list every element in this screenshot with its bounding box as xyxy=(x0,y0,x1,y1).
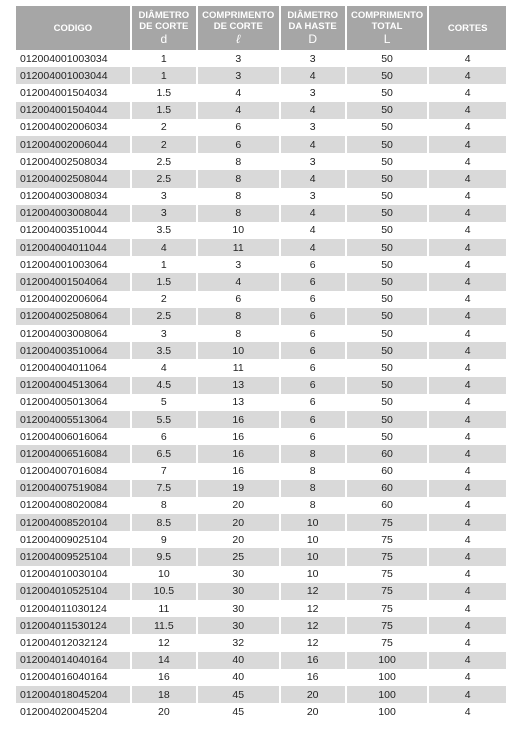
comprimento-total-cell: 100 xyxy=(347,686,428,703)
comprimento-total-cell: 75 xyxy=(381,533,393,546)
table-row xyxy=(16,84,506,101)
diametro-corte-cell: 5.5 xyxy=(132,411,196,428)
comprimento-total-cell: 50 xyxy=(347,273,428,290)
diametro-corte-cell: 5 xyxy=(160,396,167,409)
comprimento-corte-cell: 13 xyxy=(198,377,279,394)
cortes-cell: 4 xyxy=(464,465,471,478)
diametro-haste-cell: 6 xyxy=(309,361,316,374)
comprimento-total-cell: 50 xyxy=(347,308,428,325)
header-row xyxy=(16,6,506,50)
cortes-cell: 4 xyxy=(429,239,506,256)
table-row xyxy=(16,342,506,359)
codigo-cell: 012004010525104 xyxy=(16,583,130,600)
cortes-cell: 4 xyxy=(429,411,506,428)
diametro-corte-cell: 14 xyxy=(132,652,196,669)
cortes-cell: 4 xyxy=(429,308,506,325)
table-row xyxy=(16,686,506,703)
diametro-corte-cell: 1 xyxy=(160,52,167,65)
diametro-corte-cell: 11 xyxy=(158,602,170,615)
diametro-corte-cell: 2.5 xyxy=(132,170,196,187)
comprimento-corte-cell: 6 xyxy=(235,121,242,134)
diametro-haste-cell: 6 xyxy=(309,327,316,340)
table-row xyxy=(16,428,506,445)
cortes-cell: 4 xyxy=(464,327,471,340)
cortes-cell: 4 xyxy=(464,224,471,237)
codigo-cell: 012004006016064 xyxy=(20,430,108,443)
comprimento-total-cell: 50 xyxy=(347,102,428,119)
comprimento-total-cell: 60 xyxy=(347,480,428,497)
table-row xyxy=(16,170,506,187)
codigo-cell: 012004009025104 xyxy=(20,533,108,546)
codigo-cell: 012004002508034 xyxy=(20,155,108,168)
header-comprimento-total xyxy=(347,6,428,50)
diametro-haste-cell: 10 xyxy=(281,548,345,565)
cortes-cell: 4 xyxy=(464,602,471,615)
diametro-corte-cell: 1 xyxy=(132,67,196,84)
table-row xyxy=(16,222,506,239)
codigo-cell: 012004008020084 xyxy=(20,499,108,512)
diametro-corte-cell: 4.5 xyxy=(132,377,196,394)
cortes-cell: 4 xyxy=(464,705,471,718)
diametro-corte-cell: 3 xyxy=(132,205,196,222)
comprimento-corte-cell: 8 xyxy=(235,327,242,340)
cortes-cell: 4 xyxy=(464,533,471,546)
header-label: COMPRIMENTO TOTAL xyxy=(350,10,424,32)
comprimento-total-cell: 75 xyxy=(381,636,393,649)
table-row xyxy=(16,273,506,290)
comprimento-corte-cell: 3 xyxy=(235,258,242,271)
cortes-cell: 4 xyxy=(464,52,471,65)
diametro-haste-cell: 6 xyxy=(309,430,316,443)
codigo-cell: 012004002006034 xyxy=(20,121,108,134)
table-row xyxy=(16,136,506,153)
table-row xyxy=(16,463,506,480)
table-row xyxy=(16,102,506,119)
diametro-haste-cell: 10 xyxy=(281,514,345,531)
cortes-cell: 4 xyxy=(429,377,506,394)
diametro-haste-cell: 16 xyxy=(306,671,319,684)
codigo-cell: 012004007519084 xyxy=(16,480,130,497)
comprimento-corte-cell: 11 xyxy=(232,361,244,374)
comprimento-corte-cell: 30 xyxy=(232,568,245,581)
cortes-cell: 4 xyxy=(464,190,471,203)
comprimento-corte-cell: 40 xyxy=(232,671,245,684)
comprimento-corte-cell: 13 xyxy=(232,396,245,409)
diametro-haste-cell: 4 xyxy=(281,102,345,119)
codigo-cell: 012004001003064 xyxy=(20,258,108,271)
diametro-haste-cell: 20 xyxy=(281,686,345,703)
comprimento-corte-cell: 19 xyxy=(198,480,279,497)
diametro-corte-cell: 2 xyxy=(160,121,167,134)
cortes-cell: 4 xyxy=(429,445,506,462)
comprimento-total-cell: 100 xyxy=(378,671,396,684)
cortes-cell: 4 xyxy=(429,273,506,290)
cortes-cell: 4 xyxy=(429,342,506,359)
comprimento-total-cell: 50 xyxy=(347,342,428,359)
diametro-corte-cell: 18 xyxy=(132,686,196,703)
comprimento-corte-cell: 25 xyxy=(198,548,279,565)
diametro-haste-cell: 12 xyxy=(306,602,319,615)
header-comprimento-corte xyxy=(198,6,279,50)
diametro-haste-cell: 6 xyxy=(309,258,316,271)
table-row xyxy=(16,548,506,565)
diametro-corte-cell: 10 xyxy=(158,568,170,581)
cortes-cell: 4 xyxy=(429,548,506,565)
comprimento-total-cell: 50 xyxy=(381,190,393,203)
diametro-haste-cell: 12 xyxy=(306,636,319,649)
diametro-corte-cell: 9 xyxy=(160,533,167,546)
table-row xyxy=(16,617,506,634)
comprimento-total-cell: 50 xyxy=(381,293,393,306)
codigo-cell: 012004001504064 xyxy=(16,273,130,290)
diametro-haste-cell: 4 xyxy=(281,239,345,256)
cortes-cell: 4 xyxy=(464,430,471,443)
codigo-cell: 012004016040164 xyxy=(20,671,108,684)
comprimento-corte-cell: 20 xyxy=(232,499,245,512)
comprimento-corte-cell: 10 xyxy=(198,342,279,359)
header-label: CORTES xyxy=(447,22,488,34)
diametro-corte-cell: 7.5 xyxy=(132,480,196,497)
cortes-cell: 4 xyxy=(429,205,506,222)
comprimento-corte-cell: 6 xyxy=(198,136,279,153)
table-row xyxy=(16,583,506,600)
diametro-corte-cell: 1.5 xyxy=(132,273,196,290)
comprimento-total-cell: 50 xyxy=(381,155,393,168)
codigo-cell: 012004001003044 xyxy=(16,67,130,84)
header-codigo xyxy=(16,6,130,50)
diametro-haste-cell: 20 xyxy=(306,705,319,718)
comprimento-corte-cell: 32 xyxy=(232,636,245,649)
diametro-corte-cell: 8.5 xyxy=(132,514,196,531)
diametro-haste-cell: 3 xyxy=(309,190,316,203)
comprimento-total-cell: 75 xyxy=(381,602,393,615)
header-symbol: d xyxy=(160,32,168,46)
table-row xyxy=(16,188,506,205)
table-row xyxy=(16,50,506,67)
codigo-cell: 012004014040164 xyxy=(16,652,130,669)
table-row xyxy=(16,308,506,325)
comprimento-corte-cell: 8 xyxy=(198,308,279,325)
cortes-cell: 4 xyxy=(429,617,506,634)
comprimento-total-cell: 75 xyxy=(347,548,428,565)
table-row xyxy=(16,497,506,514)
header-cortes xyxy=(429,6,506,50)
product-table xyxy=(14,6,508,720)
codigo-cell: 012004003510064 xyxy=(16,342,130,359)
codigo-cell: 012004008520104 xyxy=(16,514,130,531)
comprimento-corte-cell: 3 xyxy=(235,52,242,65)
diametro-haste-cell: 10 xyxy=(306,568,319,581)
table-row xyxy=(16,411,506,428)
diametro-haste-cell: 6 xyxy=(309,396,316,409)
table-row xyxy=(16,703,506,720)
comprimento-corte-cell: 45 xyxy=(198,686,279,703)
diametro-haste-cell: 4 xyxy=(281,67,345,84)
table-row xyxy=(16,652,506,669)
comprimento-total-cell: 50 xyxy=(381,258,393,271)
cortes-cell: 4 xyxy=(429,583,506,600)
cortes-cell: 4 xyxy=(429,170,506,187)
codigo-cell: 012004005513064 xyxy=(16,411,130,428)
table-body xyxy=(16,50,506,720)
diametro-corte-cell: 4 xyxy=(160,361,167,374)
codigo-cell: 012004005013064 xyxy=(20,396,108,409)
table-row xyxy=(16,325,506,342)
diametro-corte-cell: 9.5 xyxy=(132,548,196,565)
diametro-corte-cell: 4 xyxy=(132,239,196,256)
comprimento-total-cell: 100 xyxy=(347,652,428,669)
comprimento-total-cell: 75 xyxy=(347,617,428,634)
comprimento-corte-cell: 4 xyxy=(198,102,279,119)
diametro-haste-cell: 3 xyxy=(309,52,316,65)
diametro-corte-cell: 3.5 xyxy=(132,342,196,359)
diametro-corte-cell: 16 xyxy=(158,671,170,684)
diametro-haste-cell: 8 xyxy=(281,445,345,462)
table-row xyxy=(16,359,506,376)
diametro-corte-cell: 6 xyxy=(160,430,167,443)
table-row xyxy=(16,480,506,497)
comprimento-corte-cell: 8 xyxy=(235,190,242,203)
comprimento-corte-cell: 16 xyxy=(198,445,279,462)
diametro-haste-cell: 6 xyxy=(309,293,316,306)
comprimento-total-cell: 50 xyxy=(347,239,428,256)
comprimento-corte-cell: 30 xyxy=(232,602,245,615)
codigo-cell: 012004003008044 xyxy=(16,205,130,222)
comprimento-total-cell: 50 xyxy=(381,86,393,99)
diametro-corte-cell: 11.5 xyxy=(132,617,196,634)
diametro-corte-cell: 2.5 xyxy=(156,155,172,168)
diametro-haste-cell: 10 xyxy=(306,533,319,546)
comprimento-total-cell: 50 xyxy=(347,67,428,84)
comprimento-corte-cell: 8 xyxy=(198,170,279,187)
comprimento-corte-cell: 4 xyxy=(235,86,242,99)
diametro-corte-cell: 6.5 xyxy=(132,445,196,462)
diametro-corte-cell: 3 xyxy=(160,190,167,203)
comprimento-total-cell: 60 xyxy=(381,465,393,478)
codigo-cell: 012004009525104 xyxy=(16,548,130,565)
comprimento-total-cell: 50 xyxy=(347,170,428,187)
comprimento-total-cell: 50 xyxy=(347,411,428,428)
header-label: CODIGO xyxy=(53,22,93,34)
diametro-corte-cell: 1 xyxy=(160,258,167,271)
product-table-container xyxy=(14,6,508,720)
cortes-cell: 4 xyxy=(464,671,471,684)
diametro-corte-cell: 1.5 xyxy=(156,86,172,99)
codigo-cell: 012004004513064 xyxy=(16,377,130,394)
table-row xyxy=(16,291,506,308)
comprimento-total-cell: 60 xyxy=(347,445,428,462)
diametro-haste-cell: 3 xyxy=(309,121,316,134)
codigo-cell: 012004018045204 xyxy=(16,686,130,703)
comprimento-corte-cell: 20 xyxy=(198,514,279,531)
diametro-haste-cell: 6 xyxy=(281,308,345,325)
header-diametro-corte xyxy=(132,6,196,50)
codigo-cell: 012004011530124 xyxy=(16,617,130,634)
codigo-cell: 012004001504034 xyxy=(20,86,108,99)
table-row xyxy=(16,256,506,273)
codigo-cell: 012004006516084 xyxy=(16,445,130,462)
diametro-haste-cell: 12 xyxy=(281,617,345,634)
diametro-corte-cell: 1.5 xyxy=(132,102,196,119)
codigo-cell: 012004011030124 xyxy=(20,602,107,615)
header-diametro-haste xyxy=(281,6,345,50)
codigo-cell: 012004004011064 xyxy=(20,361,107,374)
diametro-haste-cell: 6 xyxy=(281,377,345,394)
table-row xyxy=(16,119,506,136)
diametro-haste-cell: 3 xyxy=(309,86,316,99)
table-row xyxy=(16,566,506,583)
comprimento-corte-cell: 6 xyxy=(235,293,242,306)
codigo-cell: 012004007016084 xyxy=(20,465,108,478)
cortes-cell: 4 xyxy=(464,258,471,271)
table-row xyxy=(16,67,506,84)
diametro-haste-cell: 12 xyxy=(281,583,345,600)
codigo-cell: 012004002006064 xyxy=(20,293,108,306)
codigo-cell: 012004001504044 xyxy=(16,102,130,119)
cortes-cell: 4 xyxy=(464,293,471,306)
comprimento-corte-cell: 3 xyxy=(198,67,279,84)
comprimento-corte-cell: 11 xyxy=(198,239,279,256)
cortes-cell: 4 xyxy=(429,652,506,669)
comprimento-total-cell: 75 xyxy=(347,514,428,531)
comprimento-total-cell: 75 xyxy=(381,568,393,581)
header-label: DIÂMETRO DA HASTE xyxy=(287,10,338,32)
comprimento-corte-cell: 16 xyxy=(198,411,279,428)
codigo-cell: 012004002508064 xyxy=(16,308,130,325)
table-row xyxy=(16,445,506,462)
codigo-cell: 012004020045204 xyxy=(20,705,108,718)
diametro-haste-cell: 16 xyxy=(281,652,345,669)
cortes-cell: 4 xyxy=(429,102,506,119)
diametro-corte-cell: 10.5 xyxy=(132,583,196,600)
diametro-haste-cell: 4 xyxy=(281,170,345,187)
table-row xyxy=(16,531,506,548)
comprimento-total-cell: 50 xyxy=(381,396,393,409)
comprimento-corte-cell: 30 xyxy=(198,583,279,600)
cortes-cell: 4 xyxy=(429,136,506,153)
diametro-haste-cell: 3 xyxy=(309,155,316,168)
comprimento-corte-cell: 16 xyxy=(232,465,245,478)
diametro-corte-cell: 2.5 xyxy=(132,308,196,325)
table-row xyxy=(16,394,506,411)
diametro-corte-cell: 3.5 xyxy=(156,224,172,237)
diametro-haste-cell: 4 xyxy=(281,136,345,153)
header-label: DIÂMETRO DE CORTE xyxy=(138,10,190,32)
comprimento-total-cell: 50 xyxy=(381,52,393,65)
comprimento-corte-cell: 8 xyxy=(235,155,242,168)
cortes-cell: 4 xyxy=(464,86,471,99)
table-row xyxy=(16,205,506,222)
cortes-cell: 4 xyxy=(429,480,506,497)
diametro-haste-cell: 6 xyxy=(281,273,345,290)
table-row xyxy=(16,514,506,531)
diametro-haste-cell: 8 xyxy=(309,465,316,478)
header-symbol: D xyxy=(308,32,317,46)
header-symbol: L xyxy=(383,32,391,46)
cortes-cell: 4 xyxy=(429,67,506,84)
cortes-cell: 4 xyxy=(464,361,471,374)
diametro-corte-cell: 20 xyxy=(158,705,170,718)
diametro-haste-cell: 4 xyxy=(309,224,316,237)
table-row xyxy=(16,669,506,686)
cortes-cell: 4 xyxy=(464,155,471,168)
codigo-cell: 012004002508044 xyxy=(16,170,130,187)
table-row xyxy=(16,239,506,256)
comprimento-total-cell: 50 xyxy=(381,327,393,340)
table-row xyxy=(16,153,506,170)
diametro-haste-cell: 4 xyxy=(281,205,345,222)
comprimento-corte-cell: 45 xyxy=(232,705,245,718)
table-row xyxy=(16,634,506,651)
diametro-corte-cell: 12 xyxy=(158,636,170,649)
comprimento-corte-cell: 8 xyxy=(198,205,279,222)
comprimento-total-cell: 50 xyxy=(381,121,393,134)
comprimento-corte-cell: 30 xyxy=(198,617,279,634)
diametro-haste-cell: 8 xyxy=(309,499,316,512)
header-symbol: ℓ xyxy=(236,32,241,46)
comprimento-total-cell: 50 xyxy=(381,430,393,443)
codigo-cell: 012004003008034 xyxy=(20,190,108,203)
diametro-corte-cell: 2 xyxy=(132,136,196,153)
codigo-cell: 012004003510044 xyxy=(20,224,108,237)
diametro-corte-cell: 2 xyxy=(160,293,167,306)
codigo-cell: 012004002006044 xyxy=(16,136,130,153)
comprimento-corte-cell: 20 xyxy=(232,533,245,546)
comprimento-total-cell: 100 xyxy=(378,705,396,718)
table-row xyxy=(16,377,506,394)
comprimento-corte-cell: 16 xyxy=(232,430,245,443)
codigo-cell: 012004001003034 xyxy=(20,52,108,65)
cortes-cell: 4 xyxy=(464,568,471,581)
table-row xyxy=(16,600,506,617)
cortes-cell: 4 xyxy=(464,636,471,649)
comprimento-total-cell: 50 xyxy=(381,224,393,237)
cortes-cell: 4 xyxy=(429,686,506,703)
codigo-cell: 012004003008064 xyxy=(20,327,108,340)
header-label: COMPRIMENTO DE CORTE xyxy=(202,10,275,32)
diametro-corte-cell: 8 xyxy=(160,499,167,512)
diametro-haste-cell: 6 xyxy=(281,411,345,428)
diametro-haste-cell: 6 xyxy=(281,342,345,359)
comprimento-corte-cell: 10 xyxy=(232,224,245,237)
comprimento-total-cell: 50 xyxy=(381,361,393,374)
comprimento-total-cell: 75 xyxy=(347,583,428,600)
diametro-corte-cell: 7 xyxy=(160,465,167,478)
comprimento-total-cell: 50 xyxy=(347,205,428,222)
codigo-cell: 012004010030104 xyxy=(20,568,108,581)
codigo-cell: 012004012032124 xyxy=(20,636,108,649)
diametro-haste-cell: 8 xyxy=(281,480,345,497)
diametro-corte-cell: 3 xyxy=(160,327,167,340)
comprimento-total-cell: 50 xyxy=(347,136,428,153)
cortes-cell: 4 xyxy=(429,514,506,531)
cortes-cell: 4 xyxy=(464,499,471,512)
cortes-cell: 4 xyxy=(464,396,471,409)
codigo-cell: 012004004011044 xyxy=(16,239,130,256)
cortes-cell: 4 xyxy=(464,121,471,134)
comprimento-total-cell: 60 xyxy=(381,499,393,512)
comprimento-corte-cell: 40 xyxy=(198,652,279,669)
comprimento-corte-cell: 4 xyxy=(198,273,279,290)
comprimento-total-cell: 50 xyxy=(347,377,428,394)
